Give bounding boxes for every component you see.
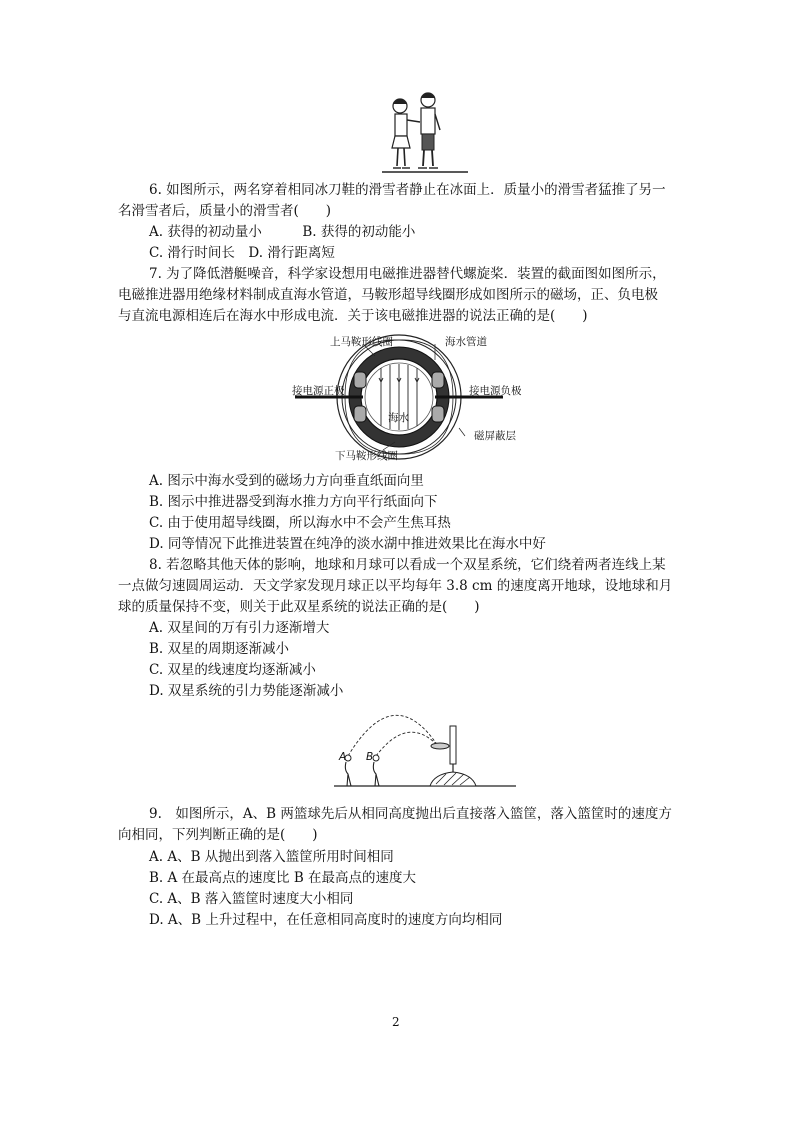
label-lower-coil: 下马鞍形线圈: [335, 450, 398, 462]
q6-stem-line-2: 名滑雪者后，质量小的滑雪者( ): [118, 203, 332, 219]
q7-option-d: D. 同等情况下此推进装置在纯净的淡水湖中推进效果比在海水中好: [149, 536, 546, 552]
label-seawater: 海水: [388, 412, 409, 424]
q8-option-d: D. 双星系统的引力势能逐渐减小: [149, 683, 344, 699]
q7-option-c: C. 由于使用超导线圈，所以海水中不会产生焦耳热: [149, 515, 451, 531]
q7-option-b: B. 图示中推进器受到海水推力方向平行纸面向下: [149, 494, 438, 510]
label-positive: 接电源正极: [292, 385, 345, 397]
label-negative: 接电源负极: [469, 385, 522, 397]
q7-option-a: A. 图示中海水受到的磁场力方向垂直纸面向里: [149, 473, 424, 489]
q6-option-ab: A. 获得的初动量小 B. 获得的初动能小: [149, 224, 416, 240]
q8-option-b: B. 双星的周期逐渐减小: [149, 641, 290, 657]
q9-option-a: A. A、B 从抛出到落入篮筐所用时间相同: [149, 849, 394, 865]
q7-stem-line-2: 电磁推进器用绝缘材料制成直海水管道，马鞍形超导线圈形成如图所示的磁场，正、负电极: [118, 287, 658, 303]
q9-option-b: B. A 在最高点的速度比 B 在最高点的速度大: [149, 870, 417, 886]
label-shield: 磁屏蔽层: [474, 430, 516, 442]
label-ball-a: A: [339, 751, 347, 763]
q9-stem-line-1: 9. 如图所示，A、B 两篮球先后从相同高度抛出后直接落入篮筐，落入篮筐时的速度方: [149, 806, 672, 822]
label-ball-b: B: [366, 751, 374, 763]
q6-option-cd: C. 滑行时间长 D. 滑行距离短: [149, 245, 335, 261]
skaters-figure: [378, 92, 470, 177]
q7-stem-line-3: 与直流电源相连后在海水中形成电流．关于该电磁推进器的说法正确的是( ): [118, 308, 588, 324]
q9-stem-line-2: 向相同，下列判断正确的是( ): [118, 827, 318, 843]
q8-stem-line-1: 8. 若忽略其他天体的影响，地球和月球可以看成一个双星系统，它们绕着两者连线上某: [149, 557, 666, 573]
q8-stem-line-2: 一点做匀速圆周运动．天文学家发现月球正以平均每年 3.8 cm 的速度离开地球，设地球和月: [118, 578, 673, 594]
label-pipe: 海水管道: [445, 336, 487, 348]
q9-option-c: C. A、B 落入篮筐时速度大小相同: [149, 891, 354, 907]
q8-option-a: A. 双星间的万有引力逐渐增大: [149, 620, 330, 636]
q6-stem-line-1: 6. 如图所示，两名穿着相同冰刀鞋的滑雪者静止在冰面上．质量小的滑雪者猛推了另一: [149, 182, 666, 198]
label-upper-coil: 上马鞍形线圈: [330, 336, 393, 348]
q8-option-c: C. 双星的线速度均逐渐减小: [149, 662, 316, 678]
page-number: 2: [392, 1015, 400, 1029]
q8-stem-line-3: 球的质量保持不变，则关于此双星系统的说法正确的是( ): [118, 599, 480, 615]
basketball-figure: [330, 700, 520, 792]
q9-option-d: D. A、B 上升过程中，在任意相同高度时的速度方向均相同: [149, 912, 503, 928]
q7-stem-line-1: 7. 为了降低潜艇噪音，科学家设想用电磁推进器替代螺旋桨．装置的截面图如图所示，: [149, 266, 666, 282]
